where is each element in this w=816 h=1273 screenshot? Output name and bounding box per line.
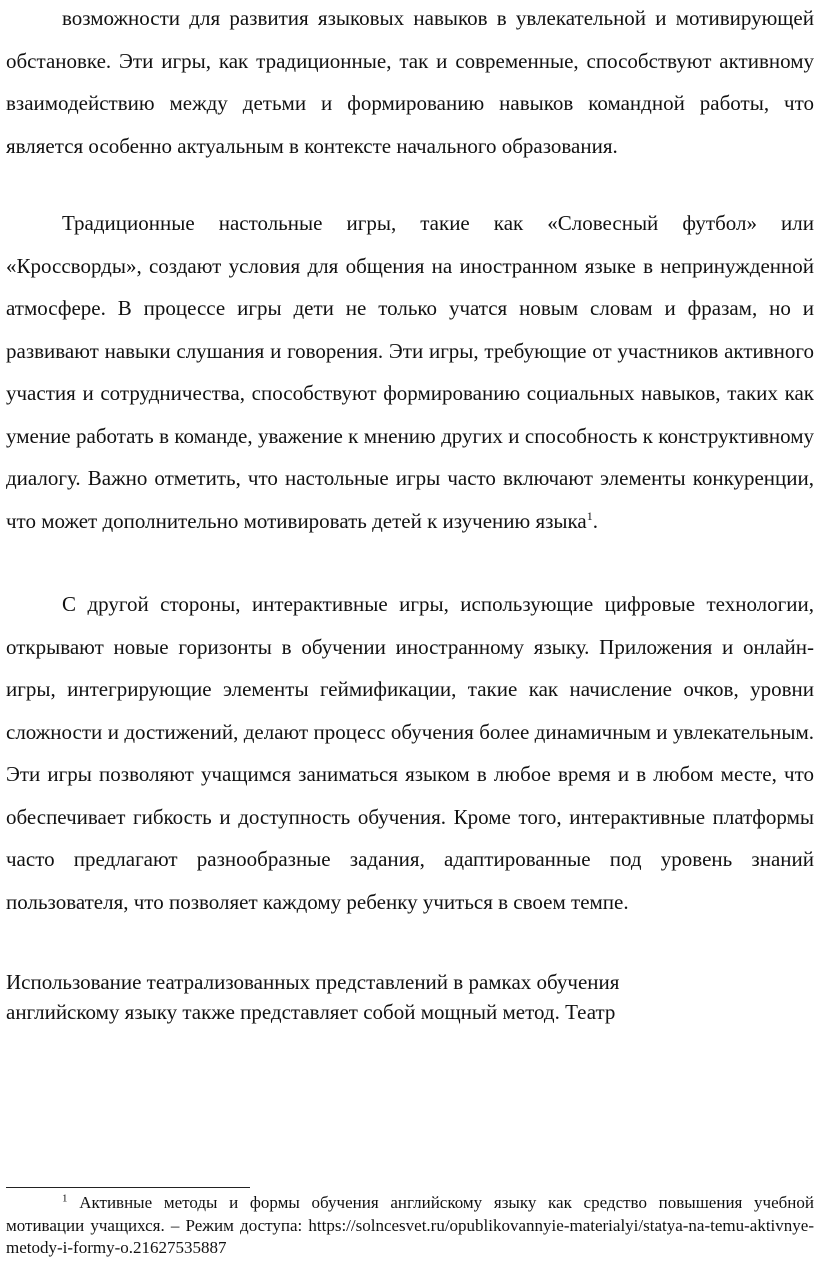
paragraph-2-text: Традиционные настольные игры, такие как «Словесный футбол» или «Кроссворды», создают условия для общения на иностранном языке в непринужденной атмосфере. В процессе игры дети не только учатся новым словам и фразам, но и развивают навыки слушания и говорения. Эти игры, требующие от участников активного участия и сотрудничества, способствуют формированию социальных навыков, таких как умение работать в команде, уважение к мнению других и способность к конструктивному диалогу. Важно отметить, что настольные игры часто включают элементы конкуренции, что может дополнительно мотивировать детей к изучению языка: [6, 211, 814, 533]
paragraph-1-text: возможности для развития языковых навыков в увлекательной и мотивирующей обстановке. Эти игры, как традиционные, так и современные, способствуют активному взаимодействию между детьми и формированию навыков командной работы, что является особенно актуальным в контексте начального образования.: [6, 6, 814, 158]
paragraph-1: [6, 0, 814, 167]
paragraph-2: [6, 202, 814, 542]
paragraph-4: [6, 967, 814, 1027]
footnote-number: 1: [62, 1192, 68, 1205]
paragraph-2-end: .: [592, 508, 598, 533]
paragraph-3-text: С другой стороны, интерактивные игры, использующие цифровые технологии, открывают новые горизонты в обучении иностранному языку. Приложения и онлайн-игры, интегрирующие элементы геймификации, такие как начисление очков, уровни сложности и достижений, делают процесс обучения более динамичным и увлекательным. Эти игры позволяют учащимся заниматься языком в любое время и в любом месте, что обеспечивает гибкость и доступность обучения. Кроме того, интерактивные платформы часто предлагают разнообразные задания, адаптированные под уровень знаний пользователя, что позволяет каждому ребенку учиться в своем темпе.: [6, 592, 814, 914]
paragraph-4-line-1: Использование театрализованных представлений в рамках обучения: [6, 970, 620, 994]
footnote-reference[interactable]: 1: [586, 508, 593, 523]
paragraph-3: [6, 583, 814, 923]
footnote-separator: [6, 1187, 250, 1188]
footnote: [6, 1192, 814, 1260]
footnote-text: Активные методы и формы обучения английскому языку как средство повышения учебной мотивации учащихся. – Режим доступа: https://solncesvet.ru/opublikovannyie-materialyi/statya-na-temu-aktivnye-metody-i-formy-o.21627535887: [6, 1193, 814, 1257]
paragraph-4-line-2: английскому языку также представляет собой мощный метод. Театр: [6, 1000, 616, 1024]
